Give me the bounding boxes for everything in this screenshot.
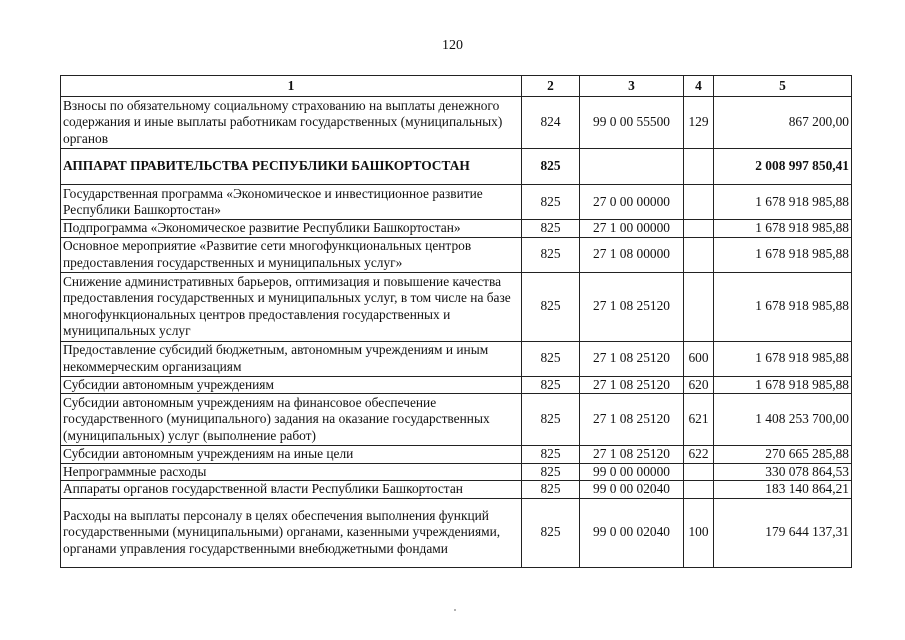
- header-cell: 3: [580, 76, 684, 97]
- table-row: [61, 237, 852, 272]
- row-amount: 867 200,00: [714, 97, 852, 149]
- row-name: Субсидии автономным учреждениям: [61, 376, 522, 394]
- row-name: Предоставление субсидий бюджетным, автономным учреждениям и иным некоммерческим организациям: [61, 341, 522, 376]
- row-vr: [684, 237, 714, 272]
- row-vr: 621: [684, 394, 714, 446]
- table-row: [61, 149, 852, 185]
- row-vr: 622: [684, 446, 714, 464]
- row-name: Субсидии автономным учреждениям на финансовое обеспечение государственного (муниципального) задания на оказание государственных (муниципальных) услуг (выполнение работ): [61, 394, 522, 446]
- table-row: [61, 394, 852, 446]
- row-amount: 330 078 864,53: [714, 463, 852, 481]
- row-csr: 27 1 00 00000: [580, 220, 684, 238]
- table-row: [61, 481, 852, 499]
- row-vr: 620: [684, 376, 714, 394]
- row-name: Субсидии автономным учреждениям на иные цели: [61, 446, 522, 464]
- row-ved: 825: [522, 481, 580, 499]
- header-cell: 4: [684, 76, 714, 97]
- row-vr: [684, 149, 714, 185]
- header-cell: 5: [714, 76, 852, 97]
- page-number: 120: [442, 38, 463, 53]
- row-name: Снижение административных барьеров, оптимизация и повышение качества предоставления государственных и муниципальных услуг, в том числе на базе многофункциональных центров предоставления государственных и муниципальных услуг: [61, 272, 522, 341]
- row-ved: 825: [522, 463, 580, 481]
- row-amount: 1 678 918 985,88: [714, 341, 852, 376]
- row-csr: 27 1 08 25120: [580, 376, 684, 394]
- row-name: Непрограммные расходы: [61, 463, 522, 481]
- row-name: Основное мероприятие «Развитие сети многофункциональных центров предоставления государственных и муниципальных услуг»: [61, 237, 522, 272]
- row-name: Взносы по обязательному социальному страхованию на выплаты денежного содержания и иные выплаты работникам государственных (муниципальных) органов: [61, 97, 522, 149]
- row-ved: 825: [522, 185, 580, 220]
- row-amount: 179 644 137,31: [714, 498, 852, 567]
- row-amount: 1 678 918 985,88: [714, 185, 852, 220]
- row-amount: 270 665 285,88: [714, 446, 852, 464]
- row-csr: 99 0 00 55500: [580, 97, 684, 149]
- row-amount: 1 408 253 700,00: [714, 394, 852, 446]
- row-vr: 129: [684, 97, 714, 149]
- row-vr: 600: [684, 341, 714, 376]
- row-vr: [684, 481, 714, 499]
- header-cell: 2: [522, 76, 580, 97]
- table-row: [61, 97, 852, 149]
- row-amount: 1 678 918 985,88: [714, 376, 852, 394]
- row-amount: 1 678 918 985,88: [714, 220, 852, 238]
- row-amount: 183 140 864,21: [714, 481, 852, 499]
- row-vr: 100: [684, 498, 714, 567]
- header-row: [61, 76, 852, 97]
- row-ved: 825: [522, 376, 580, 394]
- table-row: [61, 463, 852, 481]
- table-row: [61, 341, 852, 376]
- row-vr: [684, 463, 714, 481]
- row-amount: 1 678 918 985,88: [714, 272, 852, 341]
- row-ved: 825: [522, 237, 580, 272]
- row-name: АППАРАТ ПРАВИТЕЛЬСТВА РЕСПУБЛИКИ БАШКОРТОСТАН: [61, 149, 522, 185]
- row-ved: 825: [522, 341, 580, 376]
- table-row: [61, 185, 852, 220]
- row-ved: 825: [522, 394, 580, 446]
- row-vr: [684, 185, 714, 220]
- row-csr: 99 0 00 02040: [580, 498, 684, 567]
- row-ved: 825: [522, 149, 580, 185]
- row-vr: [684, 272, 714, 341]
- row-csr: 27 1 08 25120: [580, 446, 684, 464]
- budget-table: [60, 75, 852, 568]
- table-row: [61, 272, 852, 341]
- row-amount: 2 008 997 850,41: [714, 149, 852, 185]
- row-ved: 825: [522, 498, 580, 567]
- row-csr: 99 0 00 02040: [580, 481, 684, 499]
- row-csr: 27 1 08 25120: [580, 272, 684, 341]
- row-csr: 27 1 08 25120: [580, 341, 684, 376]
- row-name: Расходы на выплаты персоналу в целях обеспечения выполнения функций государственными (муниципальными) органами, казенными учреждениями, органами управления государственными внебюджетными фондами: [61, 498, 522, 567]
- row-name: Аппараты органов государственной власти Республики Башкортостан: [61, 481, 522, 499]
- header-cell: 1: [61, 76, 522, 97]
- row-csr: 99 0 00 00000: [580, 463, 684, 481]
- row-csr: 27 1 08 00000: [580, 237, 684, 272]
- scan-speck: [454, 609, 456, 611]
- row-ved: 824: [522, 97, 580, 149]
- table-row: [61, 376, 852, 394]
- row-ved: 825: [522, 272, 580, 341]
- row-name: Государственная программа «Экономическое и инвестиционное развитие Республики Башкортостан»: [61, 185, 522, 220]
- table-row: [61, 498, 852, 567]
- row-vr: [684, 220, 714, 238]
- row-amount: 1 678 918 985,88: [714, 237, 852, 272]
- row-name: Подпрограмма «Экономическое развитие Республики Башкортостан»: [61, 220, 522, 238]
- row-csr: 27 0 00 00000: [580, 185, 684, 220]
- table-row: [61, 220, 852, 238]
- row-ved: 825: [522, 220, 580, 238]
- row-csr: 27 1 08 25120: [580, 394, 684, 446]
- table-row: [61, 446, 852, 464]
- row-ved: 825: [522, 446, 580, 464]
- row-csr: [580, 149, 684, 185]
